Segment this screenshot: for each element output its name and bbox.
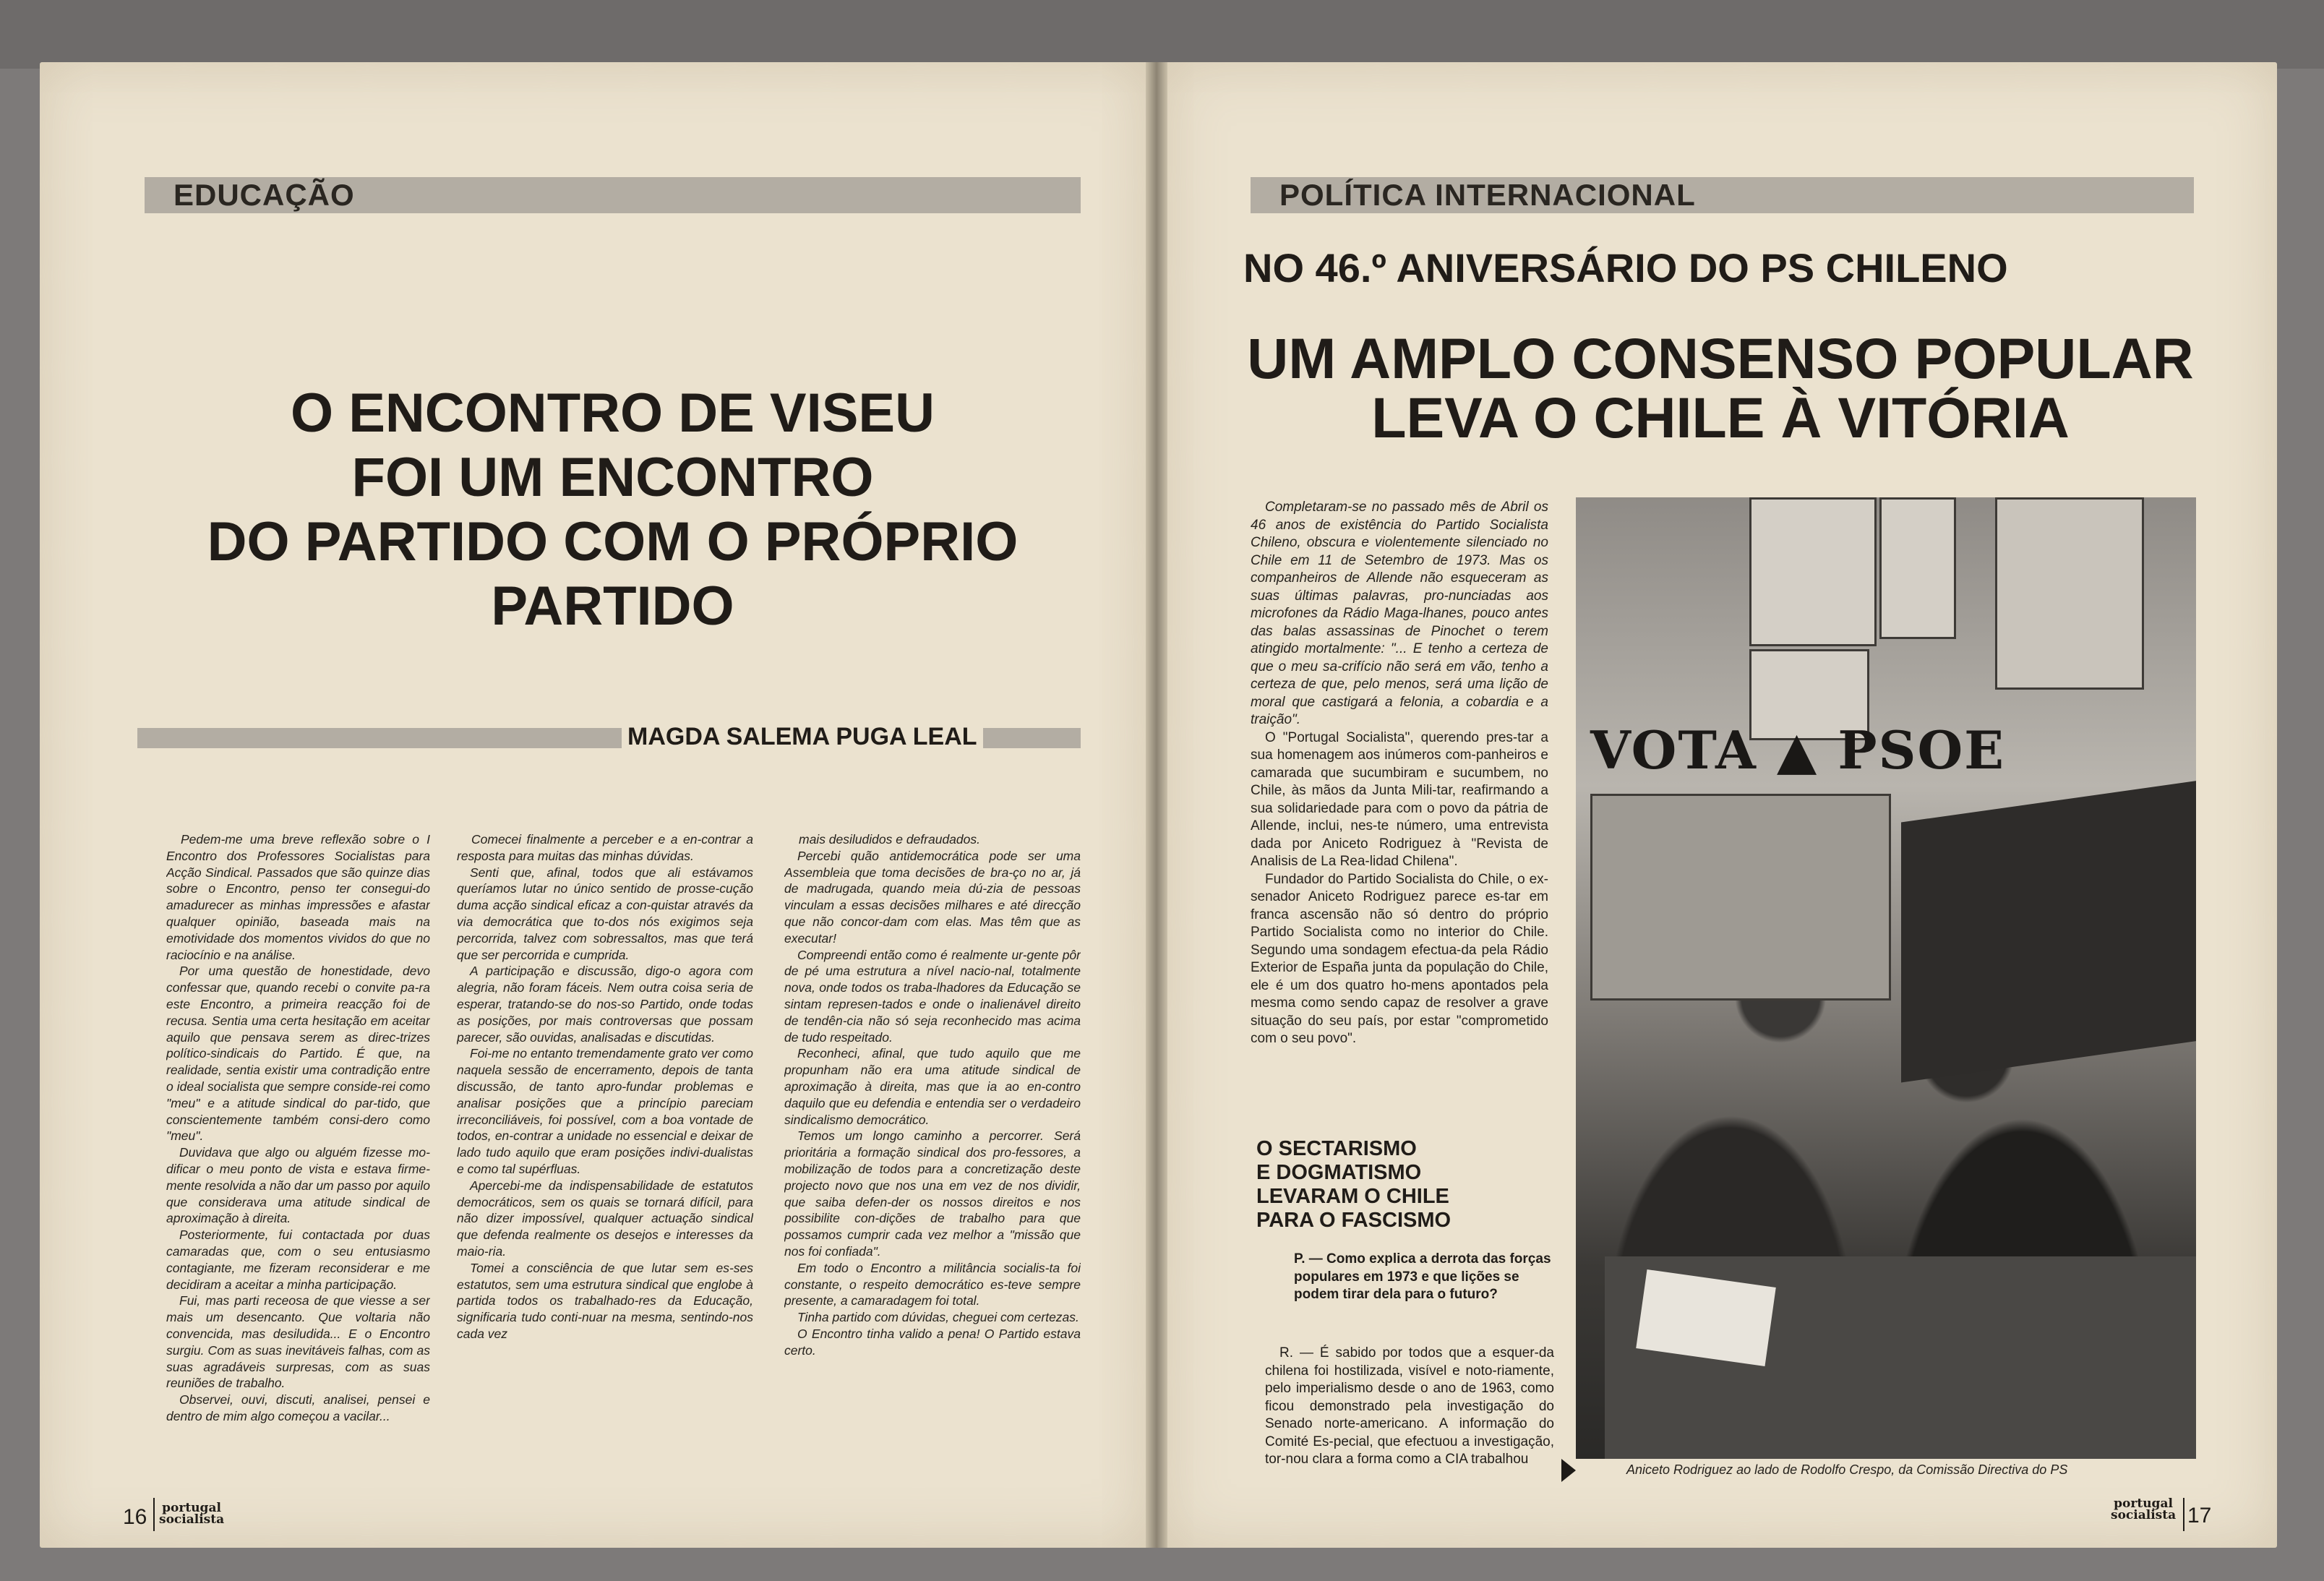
page-headline [145,381,1081,638]
paragraph: Temos um longo caminho a percorrer. Será prioritária a formação sindical dos pro-fessores, a mobilização de todos para a concretização deste projecto novo que nos una em vez de nos dividir, que saiba defen-der os nossos direitos e nos possibilite con-dições de trabalho para que possamos cumprir cada vez melhor a "missão que nos foi confiada". [784,1128,1081,1259]
footer-rule [2183,1498,2184,1531]
paragraph: Tinha partido com dúvidas, cheguei com certezas. [797,1310,1079,1325]
paragraph: Duvidava que algo ou alguém fizesse mo-dificar o meu ponto de vista e estava firme-mente resolvida a não dar um passo por aquilo que considerava uma atitude sindical de aproximação à direita. [166,1145,430,1226]
paragraph: Fundador do Partido Socialista do Chile, o ex-senador Aniceto Rodriguez parece es-tar em franca ascensão não só dentro do próprio Partido Socialista como no interior do Chile. Segundo uma sondagem efectua-da pela Rádio Exterior de España junta da população do Chile, ele é um dos quatro ho-mens apontados pela mesma como sendo capaz de resolver a grave situação do seu país, por estar "comprometido com o seu povo". [1251,871,1548,1046]
author-byline: MAGDA SALEMA PUGA LEAL [622,722,983,751]
logo-line: socialista [159,1512,225,1527]
subhead-line: LEVARAM O CHILE [1256,1185,1449,1208]
paragraph: Posteriormente, fui contactada por duas camaradas que, com o seu entusiasmo contagiante, me fizeram reconsiderar e me decidiram a aceitar a minha participação. [166,1227,430,1292]
interview-answer: R. — É sabido por todos que a esquer-da chilena foi hostilizada, visível e noto-riamente, pelo imperialismo desde o ano de 1963, como ficou demonstrado pela investigação do Senado norte-americano. A informação do Comité Es-pecial, que efectuou a investigação, tor-nou clara a forma como a CIA trabalhou [1265,1345,1554,1467]
logo-line: socialista [2111,1508,2177,1522]
kicker-headline [1243,243,2111,294]
photo-caption: Aniceto Rodriguez ao lado de Rodolfo Crespo, da Comissão Directiva do PS [1626,1462,2068,1477]
paragraph: O "Portugal Socialista", querendo pres-tar a sua homenagem aos inúmeros com-panheiros e camarada que sucumbiram e sucumbem, no Chile, às mãos da Junta Mili-tar, reafirmando a sua solidariedade para com o povo da pátria de Allende, inclui, nes-te número, uma entrevista dada por Aniceto Rodriguez à "Revista de Analisis de La Rea-lidad Chilena". [1251,729,1548,869]
subheading [1256,1137,1451,1233]
section-bar-educacao [145,177,1081,213]
caption-arrow-icon [1561,1459,1576,1482]
paragraph: Compreendi então como é realmente ur-gente pôr de pé uma estrutura a nível nacio-nal, totalmente nova, onde todos os traba-lhadores da Educação se sintam represen-tados e onde o inalienável direito de tendên-cia não só seja reconhecido mas acima de tudo respeitado. [784,947,1081,1045]
logo-line: portugal [2114,1496,2173,1511]
headline-line: LEVA O CHILE À VITÓRIA [1371,385,2070,450]
paragraph: Senti que, afinal, todos que ali estávamos queríamos lutar no único sentido de prosse-cução duma acção sindical eficaz a con-quistar através da via democrática que to-dos nós exigimos seja percorrida, talvez com sobressaltos, mas que terá que ser percorrida e cumprida. [457,865,753,962]
press-photo [1576,497,2196,1459]
magazine-logo-left [159,1502,224,1525]
article-intro-column [1251,499,1548,1117]
page-number-right: 17 [2187,1504,2212,1528]
kicker-text: NO 46.º ANIVERSÁRIO DO PS CHILENO [1243,245,2008,291]
paragraph: Tomei a consciência de que lutar sem es-ses estatutos, sem uma estrutura sindical que englobe à partida todos os trabalhado-res da Educação, significaria tudo conti-nuar na mesma, sentindo-nos cada vez [457,1260,753,1341]
paragraph: A participação e discussão, digo-o agora com alegria, não foram fáceis. Nem outra coisa seria de esperar, tratando-se do nos-so Partido, onde todas as posições, por mais controversas que possam parecer, são ouvidas, analisadas e discutidas. [457,964,753,1045]
paragraph: Em todo o Encontro a militância socialis-ta foi constante, o respeito democrático es-teve sempre presente, a camaradagem foi total. [784,1260,1081,1308]
paragraph: Completaram-se no passado mês de Abril os 46 anos de existência do Partido Socialista Chileno, obscura e violentemente silenciado no Chile em 11 de Setembro de 1973. Mas os companheiros de Allende não esqueceram as suas últimas palavras, pro-nunciadas aos microfones da Rádio Maga-lhanes, pouco antes das balas assassinas de Pinochet o terem atingido mortalmente: "... E tenho a certeza de que o meu sa-crifício não será em vão, tenho a certeza de que, pelo menos, será uma lição de moral que castigará a felonia, a cobardia e a traição". [1251,500,1548,727]
section-title: POLÍTICA INTERNACIONAL [1279,178,1696,212]
poster [1995,497,2144,690]
main-headline [1243,326,2197,450]
footer-rule [153,1498,155,1531]
poster [1879,497,1956,639]
paragraph: Pedem-me uma breve reflexão sobre o I Encontro dos Professores Socialistas para Acção Sindical. Passados que são quinze dias sobre o Encontro, penso ter consegui-do amadurecer as minhas impressões e afastar qualquer opinião, baseada mais na emotividade dos momentos vividos do que no raciocínio e na análise. [166,832,430,962]
vota-psoe-banner: VOTA ▲ PSOE [1590,719,2006,781]
paragraph: mais desiludidos e defraudados. [799,832,980,847]
paragraph: Apercebi-me da indispensabilidade de estatutos democráticos, sem os quais se tornará difícil, para não dizer impossível, qualquer actuação sindical que defenda realmente os desejos e interesses da maio-ria. [457,1178,753,1259]
poster [1590,794,1891,1001]
paragraph: O Encontro tinha valido a pena! O Partido estava certo. [784,1326,1081,1358]
interview-question: P. — Como explica a derrota das forças populares em 1973 e que lições se podem tirar dela para o futuro? [1294,1251,1551,1302]
paragraph: Por uma questão de honestidade, devo confessar que, quando recebi o convite pa-ra este Encontro, a primeira reacção foi de recusa. Sentia uma certa hesitação em aceitar aquilo que pensava serem as direc-trizes político-sindicais do Partido. É que, na realidade, sentia existir uma contradição entre o ideal socialista que sempre conside-rei como "meu" e a atitude sindical do par-tido, que conscientemente também consi-dero como "meu". [166,964,430,1144]
headline-line: O ENCONTRO DE VISEU [291,382,935,444]
paragraph: Comecei finalmente a perceber e a en-contrar a resposta para muitas das minhas dúvidas. [457,832,753,863]
section-bar-politica [1251,177,2194,213]
poster [1749,497,1877,646]
headline-line: PARTIDO [491,575,734,637]
headline-line: UM AMPLO CONSENSO POPULAR [1247,326,2194,390]
magazine-spine [1146,62,1167,1548]
headline-line: DO PARTIDO COM O PRÓPRIO [207,511,1019,573]
magazine-logo-right [2111,1498,2176,1521]
paragraph: Foi-me no entanto tremendamente grato ver como naquela sessão de encerramento, depois de tanta discussão, de tanto apro-fundar problemas e analisar posições que a princípio pareciam irreconciliáveis, foi possível, com a boa vontade de todos, en-contrar a unidade no essencial e deixar de lado tudo aquilo que eram posições indivi-dualistas e como tal supérfluas. [457,1046,753,1176]
page-number-left: 16 [123,1505,147,1529]
subhead-line: E DOGMATISMO [1256,1161,1422,1184]
subhead-line: O SECTARISMO [1256,1137,1417,1160]
article-column-3 [784,831,1081,1486]
headline-line: FOI UM ENCONTRO [351,447,874,508]
paragraph: Percebi quão antidemocrática pode ser uma Assembleia que toma decisões de bra-ço no ar, já de madrugada, quando meia dú-zia de pessoas vinculam a essas decisões milhares e até direcção que não concor-dam com elas. Mas têm que as executar! [784,848,1081,946]
background [0,0,2324,69]
article-column-2 [457,831,753,1486]
paragraph: Reconheci, afinal, que tudo aquilo que me propunham não era uma atitude sindical de aproximação à direita, mas que ia ao en-contro daquilo que eu defendia e entendia ser o verdadeiro sindicalismo democrático. [784,1046,1081,1127]
subhead-line: PARA O FASCISMO [1256,1209,1452,1232]
article-column-1 [166,831,430,1486]
party-flag [1901,779,2196,1082]
paragraph: Fui, mas parti receosa de que viesse a ser mais um desencanto. Que voltaria não convencida, mas desiludida... E o Encontro surgiu. Com as suas inevitáveis falhas, com as suas agradáveis surpresas, com as suas reuniões de trabalho. [166,1293,430,1391]
section-title: EDUCAÇÃO [173,178,355,212]
logo-line: portugal [162,1501,221,1515]
paragraph: Observei, ouvi, discuti, analisei, pensei e dentro de mim algo começou a vacilar... [166,1392,430,1423]
